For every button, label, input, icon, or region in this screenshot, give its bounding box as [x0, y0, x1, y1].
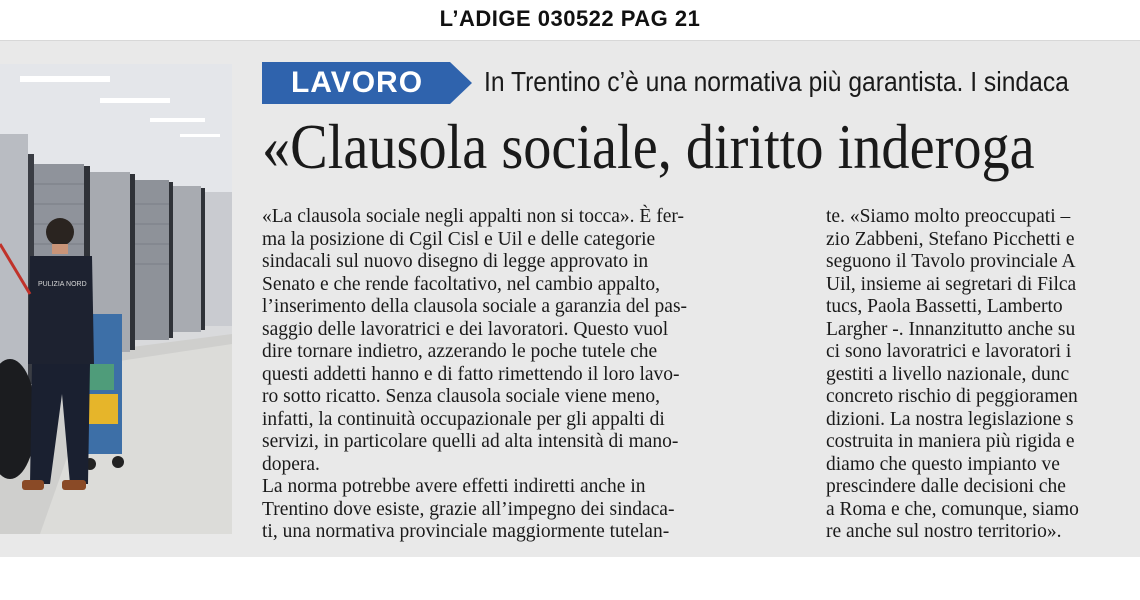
text-line: infatti, la continuità occupazionale per gli appalti di — [262, 408, 665, 430]
text-line: ti, una normativa provinciale maggiormente tutelan- — [262, 521, 670, 542]
text-line: servizi, in particolare quelli ad alta intensità di mano- — [262, 431, 679, 452]
text-line: zio Zabbeni, Stefano Picchetti e — [826, 228, 1075, 250]
text-line: saggio delle lavoratrici e dei lavoratori. Questo vuol — [262, 318, 669, 340]
text-line: dizioni. La nostra legislazione s — [826, 408, 1074, 430]
page-reference: L’ADIGE 030522 PAG 21 — [439, 6, 701, 31]
text-line: concreto rischio di peggioramen — [826, 386, 1078, 407]
text-line: ci sono lavoratrici e lavoratori i — [826, 341, 1072, 362]
uniform-badge: PULIZIA NORD — [38, 281, 87, 288]
text-line: gestiti a livello nazionale, dunc — [826, 363, 1070, 385]
article-column-1 — [262, 206, 798, 544]
article-subhead: In Trentino c’è una normativa più garantista. I sindaca — [484, 66, 1069, 97]
text-line: ma la posizione di Cgil Cisl e Uil e delle categorie — [262, 228, 656, 250]
text-line: a Roma e che, comunque, siamo — [826, 498, 1079, 520]
text-line: La norma potrebbe avere effetti indiretti anche in — [262, 476, 646, 497]
text-line: diamo che questo impianto ve — [826, 453, 1060, 475]
article-photo — [0, 64, 232, 534]
text-line: Senato e che rende facoltativo, nel cambio appalto, — [262, 273, 660, 295]
corridor-cleaner-photo — [0, 64, 232, 534]
text-line: seguono il Tavolo provinciale A — [826, 251, 1076, 272]
text-line: re anche sul nostro territorio». — [826, 521, 1062, 542]
text-line: Largher -. Innanzitutto anche su — [826, 318, 1076, 340]
text-line: questi addetti hanno e di fatto rimettendo il loro lavo- — [262, 363, 680, 385]
text-line: sindacali sul nuovo disegno di legge approvato in — [262, 251, 649, 272]
text-line: prescindere dalle decisioni che — [826, 476, 1066, 497]
text-line: tucs, Paola Bassetti, Lamberto — [826, 296, 1063, 317]
text-line: dopera. — [262, 453, 320, 475]
article-column-2 — [826, 206, 1140, 544]
clipping-header — [0, 0, 1140, 41]
text-line: Trentino dove esiste, grazie all’impegno dei sindaca- — [262, 498, 675, 520]
text-line: te. «Siamo molto preoccupati – — [826, 206, 1071, 227]
text-line: costruita in maniera più rigida e — [826, 431, 1075, 452]
text-line: «La clausola sociale negli appalti non si tocca». È fer- — [262, 206, 684, 227]
text-line: dire tornare indietro, azzerando le poche tutele che — [262, 341, 658, 362]
section-label: LAVORO — [290, 66, 424, 99]
text-line: ro sotto ricatto. Senza clausola sociale viene meno, — [262, 386, 660, 407]
text-line: Uil, insieme ai segretari di Filca — [826, 273, 1077, 295]
text-line: l’inserimento della clausola sociale a garanzia del pas- — [262, 296, 688, 317]
article-headline: «Clausola sociale, diritto inderoga — [262, 111, 1035, 182]
